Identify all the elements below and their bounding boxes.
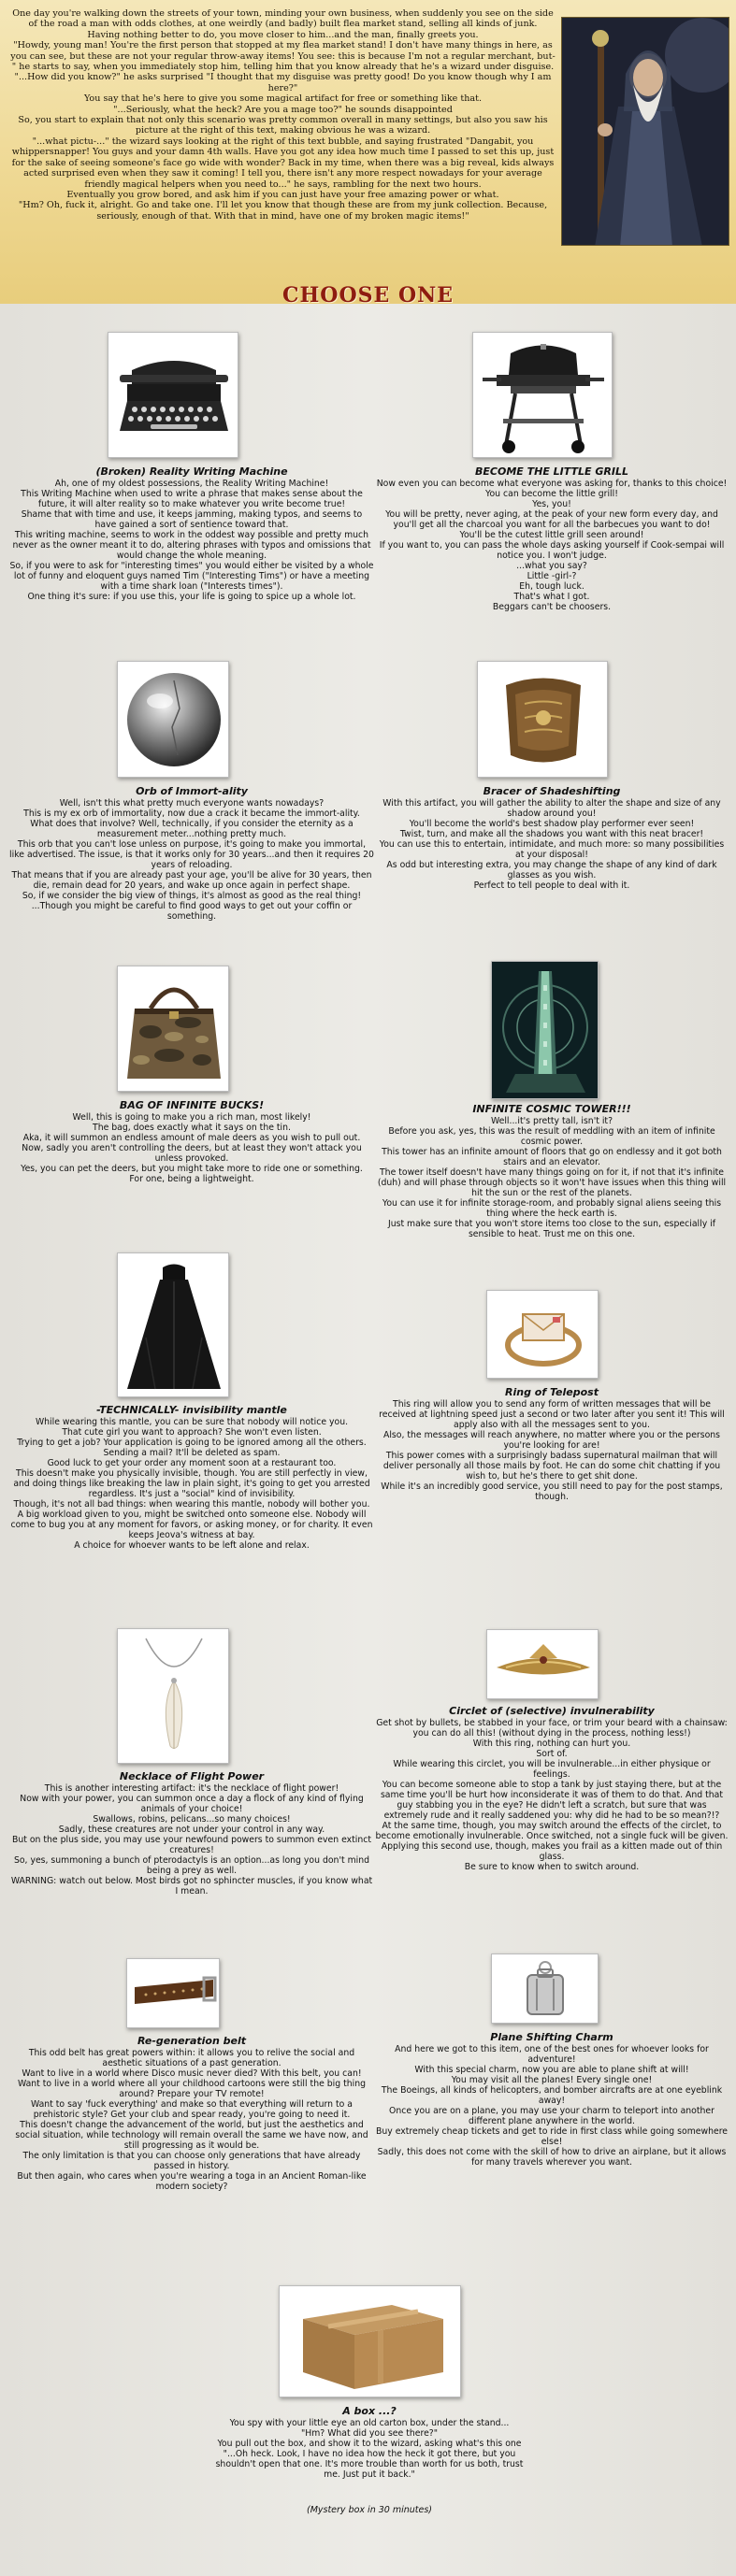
desc-line: Yes, you can pet the deers, but you might take more to ride one or something. xyxy=(21,1164,363,1174)
desc-line: This orb that you can't lose unless on purpose, it's going to make you immortal, like advertised. The issue, is that it works only for 30 years...and then it requires 20 years of reloading. xyxy=(9,839,374,870)
desc-line: "...Oh heck. Look, I have no idea how the heck it got there, but you shouldn't open that one. It's more trouble than worth for us both, trust me. Just put it back." xyxy=(215,2449,524,2480)
item-title: Necklace of Flight Power xyxy=(119,1770,265,1782)
item-title: Ring of Telepost xyxy=(505,1386,599,1398)
desc-line: This doesn't change the advancement of the world, but just the aesthetics and social situation, while technology will remain overall the same we have now, and still progressing as it would be. xyxy=(15,2120,368,2151)
header-banner xyxy=(0,0,736,304)
bracer-icon xyxy=(477,661,608,778)
item-description xyxy=(374,1399,729,1502)
intro-paragraph: One day you're walking down the streets of your town, minding your own business, when suddenly you see on the side of the road a man with odds clothes, at one weirdly (and badly) built flea market stand, selling all kinds of junk. xyxy=(12,8,554,30)
desc-line: This power comes with a surprisingly badass supernatural mailman that will deliver personally all those mails by foot. He can do some chit chatting if you wish to, but he's there to get shit done. xyxy=(382,1451,721,1481)
desc-line: Good luck to get your order any moment soon at a restaurant too. xyxy=(47,1458,337,1468)
item-title: (Broken) Reality Writing Machine xyxy=(95,465,288,478)
desc-line: Eh, tough luck. xyxy=(519,581,584,592)
desc-line: Buy extremely cheap tickets and get to ride in first class while going somewhere else! xyxy=(375,2126,729,2147)
desc-line: Ah, one of my oldest possessions, the Reality Writing Machine! xyxy=(54,479,329,489)
item-description xyxy=(9,479,374,602)
intro-text xyxy=(9,8,556,222)
desc-line: Once you are on a plane, you may use your charm to teleport into another different plane anywhere in the world. xyxy=(389,2106,714,2126)
desc-line: You can use this to entertain, intimidate, and much more: so many possibilities at your disposal! xyxy=(379,839,725,860)
desc-line: Beggars can't be choosers. xyxy=(492,602,612,612)
mystery-box-footnote: (Mystery box in 30 minutes) xyxy=(306,2505,433,2515)
desc-line: Now, sadly you aren't controlling the deers, but at least they won't attack you unless provoked. xyxy=(22,1143,362,1164)
desc-line: This writing machine, seems to work in the oddest way possible and pretty much never as the owner meant it to do, altering phrases with typos and omissions that would change the whole meaning. xyxy=(12,530,371,561)
desc-line: Aka, it will summon an endless amount of male deers as you wish to pull out. xyxy=(22,1133,361,1143)
black-cape-icon xyxy=(117,1252,229,1397)
desc-line: The Boeings, all kinds of helicopters, and bomber aircrafts are at one eyeblink away! xyxy=(381,2085,723,2106)
desc-line: That's what I got. xyxy=(513,592,590,602)
camo-handbag-icon xyxy=(117,966,229,1092)
desc-line: As odd but interesting extra, you may change the shape of any kind of dark glasses as you wish. xyxy=(386,860,717,880)
desc-line: Though, it's not all bad things: when wearing this mantle, nobody will bother you. A big workload given to you, might be switched onto someone else. Nobody will come to bug you at any moment for favors, or asking money, or for charity. It even keeps Jeova's witness at bay. xyxy=(10,1499,373,1540)
desc-line: The tower itself doesn't have many things going on for it, if not that it's infinite (duh) and will phase through objects so it won't have issues when this thing will hit the sun or the rest of the planets. xyxy=(377,1167,727,1198)
item-title: Bracer of Shadeshifting xyxy=(483,785,621,797)
desc-line: With this artifact, you will gather the ability to alter the shape and size of any shadow around you! xyxy=(382,798,721,819)
desc-line: Well, this is going to make you a rich man, most likely! xyxy=(72,1112,311,1123)
desc-line: This doesn't make you physically invisible, though. You are still perfectly in view, and doing things like breaking the law in plain sight, it's going to get you arrested regardless. It's just a "social" kind of invisibility. xyxy=(13,1468,370,1499)
desc-line: That cute girl you want to approach? She won't even listen. xyxy=(62,1427,322,1438)
desc-line: This odd belt has great powers within: it allows you to relive the social and aesthetic situations of a past generation. xyxy=(28,2048,355,2068)
intro-paragraph: "...what pictu-..." the wizard says looking at the right of this text bubble, and saying frustrated "Dangabit, you whippersnapper! You guys and your damn 4th walls. Have you got any idea how much time I passed to set this up, just for the sake of seeing someone's face go wide with wonder? Back in my time, when there was a big reveal, kids always acted surprised even when they saw it coming! I tell you, there isn't any more respect nowadays for your average friendly magical helpers when you need to..." he says, rambling for the next two hours. xyxy=(11,136,555,190)
desc-line: Sort of. xyxy=(536,1749,568,1759)
desc-line: Now with your power, you can summon once a day a flock of any kind of flying animals of your choice! xyxy=(20,1794,364,1814)
item-description xyxy=(374,2044,729,2168)
desc-line: So, if you were to ask for "interesting times" you would either be visited by a whole lot of funny and eloquent guys named Tim ("Interesting Tims") or have a meeting with a time shark loan ("Interests times"). xyxy=(9,561,374,592)
feather-necklace-icon xyxy=(117,1628,229,1764)
box-title: A box ...? xyxy=(342,2405,397,2417)
luggage-charm-icon xyxy=(491,1953,599,2024)
desc-line: Sadly, these creatures are not under your control in any way. xyxy=(58,1825,325,1835)
item-description xyxy=(374,1116,729,1239)
desc-line: While wearing this circlet, you will be invulnerable...in either physique or feelings. xyxy=(393,1759,711,1780)
desc-line: This is my ex orb of immortality, now due a crack it became the immort-ality. xyxy=(23,809,360,819)
item-description xyxy=(9,2048,374,2192)
intro-paragraph: "...How did you know?" he asks surprised "I thought that my disguise was pretty good! Do you know though why I am here?" xyxy=(14,72,552,93)
desc-line: So, if we consider the big view of things, it's almost as good as the real thing! xyxy=(22,891,362,901)
item-title: Re-generation belt xyxy=(137,2035,247,2047)
item-description xyxy=(9,1783,374,1896)
desc-line: The only limitation is that you can choose only generations that have already passed in history. xyxy=(22,2151,361,2171)
desc-line: And here we got to this item, one of the best ones for whoever looks for adventure! xyxy=(395,2044,709,2065)
item-description xyxy=(374,1718,729,1872)
desc-line: "Hm? What did you see there?" xyxy=(300,2428,439,2439)
desc-line: While wearing this mantle, you can be sure that nobody will notice you. xyxy=(35,1417,349,1427)
desc-line: Before you ask, yes, this was the result of meddling with an item of infinite cosmic power. xyxy=(388,1126,715,1147)
desc-line: With this ring, nothing can hurt you. xyxy=(472,1739,631,1749)
item-title: BECOME THE LITTLE GRILL xyxy=(475,465,628,478)
intro-paragraph: "Hm? Oh, fuck it, alright. Go and take one. I'll let you know that though these are from my junk collection. Because, seriously, enough of that. With that in mind, have one of my broken magic items!" xyxy=(18,200,548,222)
desc-line: At the same time, though, you may switch around the effects of the circlet, to become emotionally invulnerable. Once switched, not a single fuck will be given. Applying this second use, though, makes you frail as a kitten made out of thin glass. xyxy=(375,1821,729,1862)
intro-paragraph: "Howdy, young man! You're the first person that stopped at my flea market stand! I don't have many things in here, as you can see, but these are not your regular throw-away items! You see: this is because I'm not a regular merchant, but-" he starts to say, when you immediately stop him, telling him that you know already that he's a wizard under disguise. xyxy=(10,40,556,73)
desc-line: This ring will allow you to send any form of written messages that will be received at lightning speed just a second or two later after you sent it! This will apply also with all the messages sent to you. xyxy=(379,1399,725,1430)
desc-line: You spy with your little eye an old carton box, under the stand... xyxy=(229,2418,510,2428)
desc-line: For one, being a lightweight. xyxy=(129,1174,254,1184)
desc-line: ...Though you might be careful to find good ways to get out your coffin or something. xyxy=(31,901,353,922)
desc-line: A choice for whoever wants to be left alone and relax. xyxy=(74,1540,310,1551)
desc-line: Get shot by bullets, be stabbed in your face, or trim your beard with a chainsaw: you can do all this! (without dying in the process, nothing less!) xyxy=(376,1718,728,1739)
desc-line: With this special charm, now you are able to plane shift at will! xyxy=(414,2065,689,2075)
item-title: Plane Shifting Charm xyxy=(490,2031,613,2043)
desc-line: You'll be the cutest little grill seen around! xyxy=(459,530,644,540)
desc-line: WARNING: watch out below. Most birds got no sphincter muscles, if you know what I mean. xyxy=(10,1876,373,1896)
typewriter-icon xyxy=(108,332,238,458)
desc-line: Perfect to tell people to deal with it. xyxy=(473,880,630,891)
desc-line: This tower has an infinite amount of floors that go on endlessy and it got both stairs and an elevator. xyxy=(382,1147,722,1167)
desc-line: Be sure to know when to switch around. xyxy=(464,1862,640,1872)
choose-one-heading: CHOOSE ONE xyxy=(282,283,454,304)
item-title: BAG OF INFINITE BUCKS! xyxy=(119,1099,265,1111)
desc-line: Now even you can become what everyone was asking for, thanks to this choice! xyxy=(376,479,728,489)
desc-line: But then again, who cares when you're wearing a toga in an Ancient Roman-like modern society? xyxy=(17,2171,367,2192)
desc-line: You can become the little grill! xyxy=(485,489,618,499)
desc-line: You will be pretty, never aging, at the peak of your new form every day, and you'll get all the charcoal you want for all the barbecues you want to do! xyxy=(385,509,718,530)
desc-line: So, yes, summoning a bunch of pterodactyls is an option...as long you don't mind being a prey as well. xyxy=(13,1855,370,1876)
desc-line: One thing it's sure: if you use this, your life is going to spice up a whole lot. xyxy=(27,592,356,602)
desc-line: You can become someone able to stop a tank by just staying there, but at the same time you'll be hurt how inconsiderate it was of them to do that. And that guy stabbing you in the eye? He didn't left a scratch, but sure that was extremely rude and it really saddened you: why did he had to be so mean?!? xyxy=(380,1780,724,1821)
crystal-orb-icon xyxy=(117,661,229,778)
envelope-ring-icon xyxy=(486,1290,599,1379)
box-description xyxy=(215,2418,524,2480)
desc-line: Just make sure that you won't store items too close to the sun, especially if sensible to heat. Trust me on this one. xyxy=(387,1219,716,1239)
desc-line: If you want to, you can pass the whole days asking yourself if Cook-sempai will notice you. I won't judge. xyxy=(379,540,725,561)
item-title: -TECHNICALLY- invisibility mantle xyxy=(96,1404,287,1416)
intro-paragraph: Having nothing better to do, you move closer to him...and the man, finally greets you. xyxy=(87,29,479,40)
desc-line: This Writing Machine when used to write a phrase that makes sense about the future, it will alter reality so to make whatever you write become true! xyxy=(21,489,363,509)
desc-line: Trying to get a job? Your application is going to be ignored among all the others. xyxy=(17,1438,367,1448)
desc-line: But on the plus side, you may use your newfound powers to summon even extinct creatures! xyxy=(11,1835,372,1855)
intro-paragraph: So, you start to explain that not only this scenario was pretty common overall in many settings, but also you saw his picture at the right of this text, making obvious he was a wizard. xyxy=(18,115,548,136)
item-description xyxy=(374,798,729,891)
desc-line: Want to live in a world where all your childhood cartoons were still the big thing around? Prepare your TV remote! xyxy=(17,2079,367,2099)
item-description xyxy=(9,798,374,922)
desc-line: That means that if you are already past your age, you'll be alive for 30 years, then die, remain dead for 20 years, and wake up once again in perfect shape. xyxy=(11,870,372,891)
intro-paragraph: You say that he's here to give you some magical artifact for free or something like that. xyxy=(83,93,483,105)
desc-line: You can use it for infinite storage-room, and probably signal aliens seeing this thing where the heck earth is. xyxy=(382,1198,722,1219)
desc-line: Little -girl-? xyxy=(527,571,577,581)
desc-line: Yes, you! xyxy=(532,499,571,509)
cosmic-tower-icon xyxy=(491,961,599,1099)
grill-icon xyxy=(472,332,613,458)
desc-line: Sending a mail? It'll be deleted as spam. xyxy=(103,1448,281,1458)
item-description xyxy=(9,1417,374,1551)
desc-line: Twist, turn, and make all the shadows you want with this neat bracer! xyxy=(399,829,704,839)
belt-icon xyxy=(126,1958,220,2028)
desc-line: Sadly, this does not come with the skill of how to drive an airplane, but it allows for many travels wherever you want. xyxy=(377,2147,727,2168)
desc-line: While it's an incredibly good service, you still need to pay for the post stamps, though. xyxy=(381,1481,723,1502)
desc-line: The bag, does exactly what it says on the tin. xyxy=(93,1123,291,1133)
item-description xyxy=(9,1112,374,1184)
circlet-icon xyxy=(486,1629,599,1699)
desc-line: What does that involve? Well, technically, if you consider the eternity as a measurement meter...nothing pretty much. xyxy=(30,819,354,839)
desc-line: You pull out the box, and show it to the wizard, asking what's this one xyxy=(217,2439,522,2449)
desc-line: Want to say 'fuck everything' and make so that everything will return to a prehistoric style? Get your club and spear ready, you're going to need it. xyxy=(31,2099,353,2120)
wizard-portrait-icon xyxy=(561,17,729,246)
desc-line: Shame that with time and use, it keeps jamming, making typos, and seems to have gained a sort of sentience toward that. xyxy=(21,509,363,530)
item-title: Orb of Immort-ality xyxy=(136,785,248,797)
item-title: INFINITE COSMIC TOWER!!! xyxy=(472,1103,631,1115)
item-description xyxy=(374,479,729,612)
desc-line: ...what you say? xyxy=(516,561,587,571)
desc-line: This is another interesting artifact: it's the necklace of flight power! xyxy=(44,1783,339,1794)
item-title: Circlet of (selective) invulnerability xyxy=(449,1705,655,1717)
desc-line: Also, the messages will reach anywhere, no matter where you or the persons you're looking for are! xyxy=(382,1430,721,1451)
desc-line: You'll become the world's best shadow play performer ever seen! xyxy=(409,819,695,829)
desc-line: Well...it's pretty tall, isn't it? xyxy=(490,1116,613,1126)
desc-line: You may visit all the planes! Every single one! xyxy=(451,2075,653,2085)
intro-paragraph: "...Seriously, what the heck? Are you a mage too?" he sounds disappointed xyxy=(113,104,453,115)
desc-line: Swallows, robins, pelicans...so many choices! xyxy=(93,1814,291,1825)
intro-paragraph: Eventually you grow bored, and ask him if you can just have your free amazing power or what. xyxy=(66,189,499,200)
desc-line: Want to live in a world where Disco music never died? With this belt, you can! xyxy=(22,2068,362,2079)
cardboard-box-icon xyxy=(279,2285,461,2397)
desc-line: Well, isn't this what pretty much everyone wants nowadays? xyxy=(59,798,325,809)
